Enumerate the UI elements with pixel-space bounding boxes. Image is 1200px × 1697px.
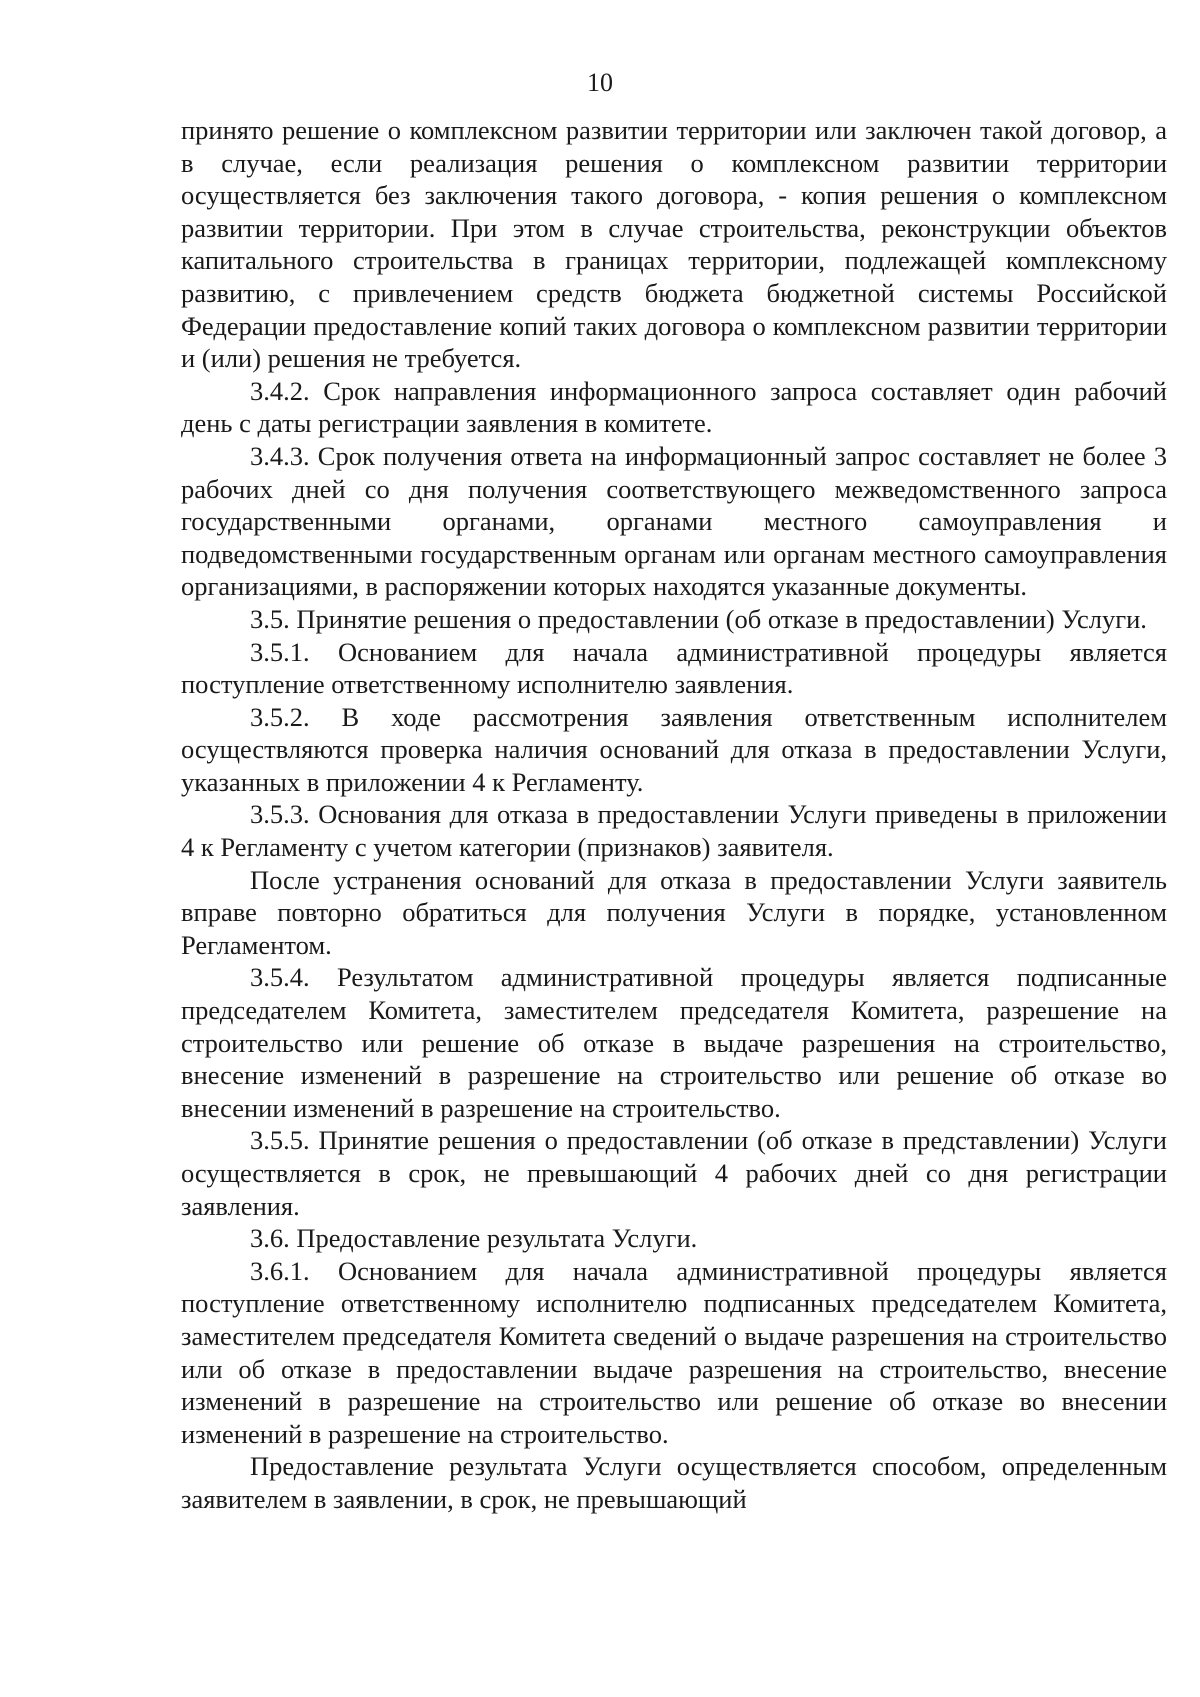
paragraph-after-removal: После устранения оснований для отказа в предоставлении Услуги заявитель вправе повторно обратиться для получения Услуги в порядке, установленном Регламентом.: [181, 864, 1167, 960]
paragraph-3-6: 3.6. Предоставление результата Услуги.: [250, 1223, 698, 1254]
page-number: 10: [587, 68, 613, 97]
paragraph-continuation: принято решение о комплексном развитии территории или заключен такой договор, а в случае, если реализация решения о комплексном развитии территории осуществляется без заключения такого договора, - копия решения о комплексном развитии территории. При этом в случае строительства, реконструкции объектов капитального строительства в границах территории, подлежащей комплексному развитию, с привлечением средств бюджета бюджетной системы Российской Федерации предоставление копий таких договора о комплексном развитии территории и (или) решения не требуется.: [181, 115, 1167, 374]
paragraph-3-5-5: 3.5.5. Принятие решения о предоставлении (об отказе в представлении) Услуги осуществляется в срок, не превышающий 4 рабочих дней со дня регистрации заявления.: [181, 1125, 1167, 1221]
paragraph-3-6-1: 3.6.1. Основанием для начала административной процедуры является поступление ответственному исполнителю подписанных председателем Комитета, заместителем председателя Комитета сведений о выдаче разрешения на строительство или об отказе в предоставлении выдаче разрешения на строительство, внесение изменений в разрешение на строительство или решение об отказе во внесении изменений в разрешение на строительство.: [181, 1255, 1167, 1449]
paragraph-3-4-2: 3.4.2. Срок направления информационного запроса составляет один рабочий день с даты регистрации заявления в комитете.: [181, 375, 1167, 439]
paragraph-3-5-4: 3.5.4. Результатом административной процедуры является подписанные председателем Комитета, заместителем председателя Комитета, разрешение на строительство или решение об отказе в выдаче разрешения на строительство, внесение изменений в разрешение на строительство или решение об отказе во внесении изменений в разрешение на строительство.: [181, 962, 1167, 1123]
paragraph-3-5-2: 3.5.2. В ходе рассмотрения заявления ответственным исполнителем осуществляются проверка наличия оснований для отказа в предоставлении Услуги, указанных в приложении 4 к Регламенту.: [181, 701, 1167, 797]
paragraph-3-5-3: 3.5.3. Основания для отказа в предоставлении Услуги приведены в приложении 4 к Регламенту с учетом категории (признаков) заявителя.: [181, 799, 1167, 863]
paragraph-3-4-3: 3.4.3. Срок получения ответа на информационный запрос составляет не более 3 рабочих дней со дня получения соответствующего межведомственного запроса государственными органами, органами местного самоуправления и подведомственными государственным органам или органам местного самоуправления организациями, в распоряжении которых находятся указанные документы.: [181, 440, 1167, 602]
document-body: [181, 114, 1167, 1516]
paragraph-3-5-1: 3.5.1. Основанием для начала административной процедуры является поступление ответственному исполнителю заявления.: [181, 636, 1167, 700]
paragraph-3-5: 3.5. Принятие решения о предоставлении (об отказе в предоставлении) Услуги.: [250, 603, 1147, 634]
paragraph-result-provision: Предоставление результата Услуги осуществляется способом, определенным заявителем в заявлении, в срок, не превышающий: [181, 1451, 1167, 1514]
